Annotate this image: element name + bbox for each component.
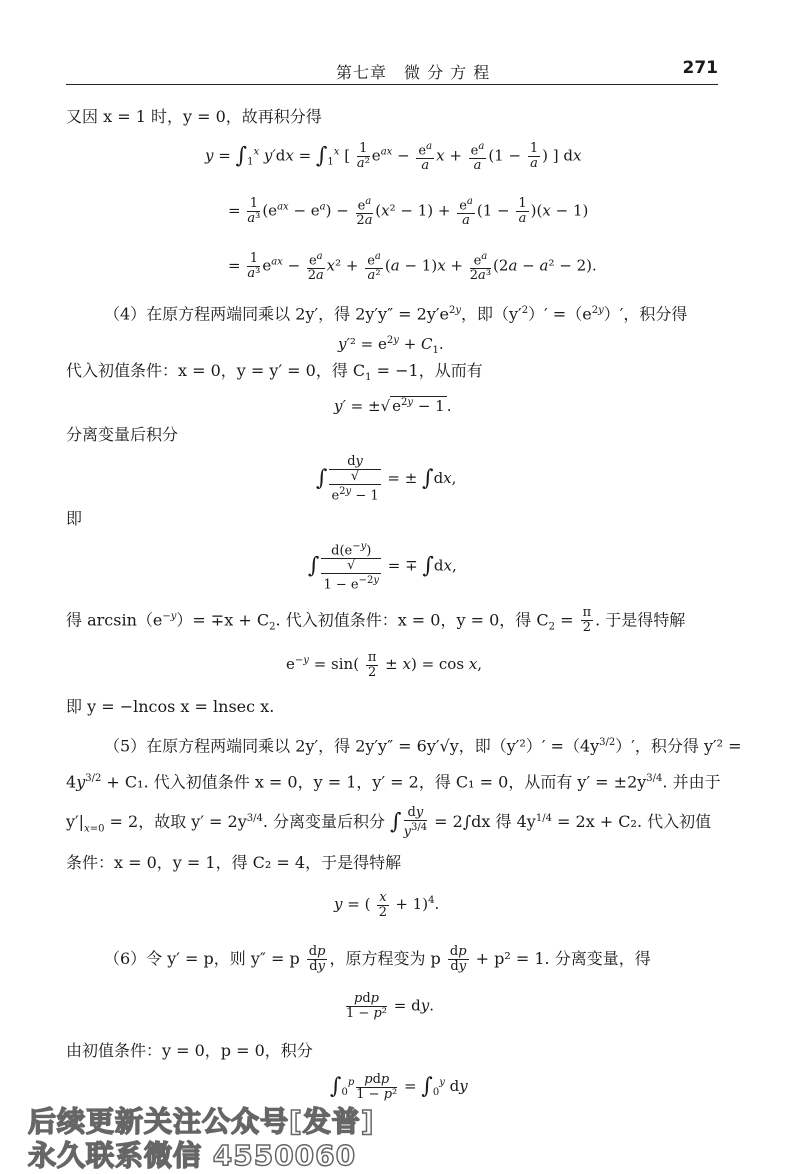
- equation-separated-1: ∫ dy √ $e^{2y} - 1$ = ± ∫dx,: [316, 454, 457, 504]
- text-line-arcsin: 得 $\arcsin(e^{-y})= \mp x + C_2$. 代入初值条件：x = 0，y = 0，得 $C_2$ = $\frac{\pi}{2}$ . 于是得特解: [66, 605, 686, 636]
- text-fragment: = 2∫dx 得 4y: [429, 812, 536, 832]
- text-fragment: 代入初值条件：x = 0，y = y′ = 0，得 C: [66, 361, 366, 380]
- text-line-p5-2: $4y^{3/2} + C_1$. 代入初值条件 x = 0，y = 1，y′ = 2，得 C₁ = 0，从而有 $y' = \pm 2y^{3/4}$. 并由于: [66, 772, 721, 792]
- text-fragment: ，原方程变为 p: [329, 949, 441, 968]
- watermark-line-2: 永久联系微信 4550060: [28, 1139, 357, 1172]
- equation-yprime: y′ = ±√ $e^{2y} - 1$ .: [334, 397, 452, 415]
- text-fragment: y′|: [66, 812, 85, 832]
- text-fragment: （6）令 y′ = p，则 y″ = p: [104, 949, 300, 968]
- equation-separated-2: ∫ $d(e^{-y})$ √ $1 - e^{-2y}$ = ∓ ∫dx,: [308, 541, 457, 593]
- equation-step2: = $\frac{1}{\text{a³}}$ $(e^{ax} - e^a)$ − $\frac{e^a}{2a}$ (x² − 1) + $\frac{e^a}{a}$ (1 − $\frac{1}{a}$ )(x − 1): [228, 196, 589, 229]
- text-line: 条件：x = 0，y = 1，得 C₂ = 4，于是得特解: [66, 853, 402, 872]
- equation-particular-5: y = ( $\frac{x}{2}$ + 1)$^4$.: [334, 889, 440, 920]
- equation-particular-4: $e^{-y} = \sin$( $\frac{\pi}{2}$ ± x) = cos x,: [286, 649, 483, 680]
- text-line: 分离变量后积分: [66, 425, 179, 444]
- text-line-p6-1: （6）令 y′ = p，则 y″ = p $\frac{dp}{dy}$ ，原方程变为 p $\frac{dp}{dy}$ + p² = 1. 分离变量，得: [104, 944, 651, 974]
- text-fragment: + p² = 1. 分离变量，得: [470, 949, 651, 968]
- text-line: 即: [66, 509, 83, 528]
- text-line-p4: （4）在原方程两端同乘以 2y′，得 $2y'y'' = 2y'e^{2y}$，即$(y'^2)' =(e^{2y})'$，积分得: [104, 304, 688, 324]
- equation-step3: = $\frac{1}{\text{a³}}$ $e^{ax}$ − $\frac{e^a}{2a}$ x² + $\frac{e^a}{\text{a²}}$ (a − 1)x + $\frac{e^a}{\text{2a³}}$ (2a − a² − 2).: [228, 251, 597, 284]
- text-fragment: = −1，从而有: [371, 361, 483, 380]
- text-line-p5-1: （5）在原方程两端同乘以 2y′，得 2y′y″ = 6y′√y，即$(y'^2)' =(4y^{3/2})'$，积分得 y′² =: [104, 736, 742, 756]
- text-fragment: 得 arcsin（e: [66, 610, 163, 630]
- header-rule: [66, 84, 718, 85]
- text-fragment: （4）在原方程两端同乘以 2y′，得 2y′y″ = 2y′e: [104, 304, 449, 324]
- text-fragment: ）′ =（e: [528, 304, 592, 324]
- text-fragment: . 分离变量后积分: [262, 812, 386, 832]
- text-fragment: . 代入初值条件：x = 0，y = 0，得 C: [275, 610, 549, 630]
- text-fragment: . 并由于: [662, 772, 721, 792]
- equation-integral-6: $\int_0^p$ $\frac{\text{pdp}}{\text{1 − p²}}$ = $\int_0^y$ dy: [330, 1071, 468, 1102]
- text-line-p5-3: $y'|_{x=0} = 2$，故取 $y' = 2y^{3/4}$. 分离变量后积分 ∫ $\frac{dy}{y^{3/4}}$ = 2∫dx 得 $4y^{1/4} = 2x + C_2$. 代入初值: [66, 805, 712, 840]
- text-line: 又因 x = 1 时，y = 0，故再积分得: [66, 107, 322, 126]
- text-fragment: ）′，积分得: [603, 304, 688, 324]
- equation-yprime-sq: $y'^2 = e^{2y} + C_1$.: [338, 335, 444, 356]
- page-header: [66, 60, 718, 84]
- watermark-line-1: 后续更新关注公众号[发普]: [28, 1105, 375, 1138]
- text-line-init: 代入初值条件：x = 0，y = y′ = 0，得 $C_1 = -1$，从而有: [66, 361, 483, 384]
- chapter-title: 第七章 微 分 方 程: [336, 63, 491, 82]
- text-fragment: （5）在原方程两端同乘以 2y′，得 2y′y″ = 6y′√y，即（y′²）′ =（4y: [104, 736, 600, 756]
- text-fragment: = 2x + C₂. 代入初值: [551, 812, 712, 832]
- text-line: 由初值条件：y = 0，p = 0，积分: [66, 1041, 313, 1060]
- equation-separated-6: $\frac{\text{pdp}}{\text{1 − p²}}$ = dy.: [346, 991, 434, 1021]
- text-fragment: + C₁. 代入初值条件 x = 0，y = 1，y′ = 2，得 C₁ = 0，从而有 y′ = ±2y: [101, 772, 647, 792]
- text-line: 即 y = −lncos x = lnsec x.: [66, 697, 275, 716]
- text-fragment: . 于是得特解: [595, 610, 686, 630]
- text-fragment: ）= ∓x + C: [176, 610, 270, 630]
- text-fragment: ）′，积分得 y′² =: [615, 736, 742, 756]
- equation-integral-y: $y = \int_1^x$ $y'dx = \int_1^x$ [ $\frac{1}{\text{a²}}$ $e^{ax}$ − $\frac{e^a}{a}$ x + $\frac{e^a}{a}$ (1 − $\frac{1}{a}$ ) ] dx: [205, 141, 582, 174]
- text-fragment: ，即（y′: [461, 304, 522, 324]
- page-number: 271: [682, 58, 718, 78]
- text-fragment: = 2，故取 y′ = 2y: [104, 812, 247, 832]
